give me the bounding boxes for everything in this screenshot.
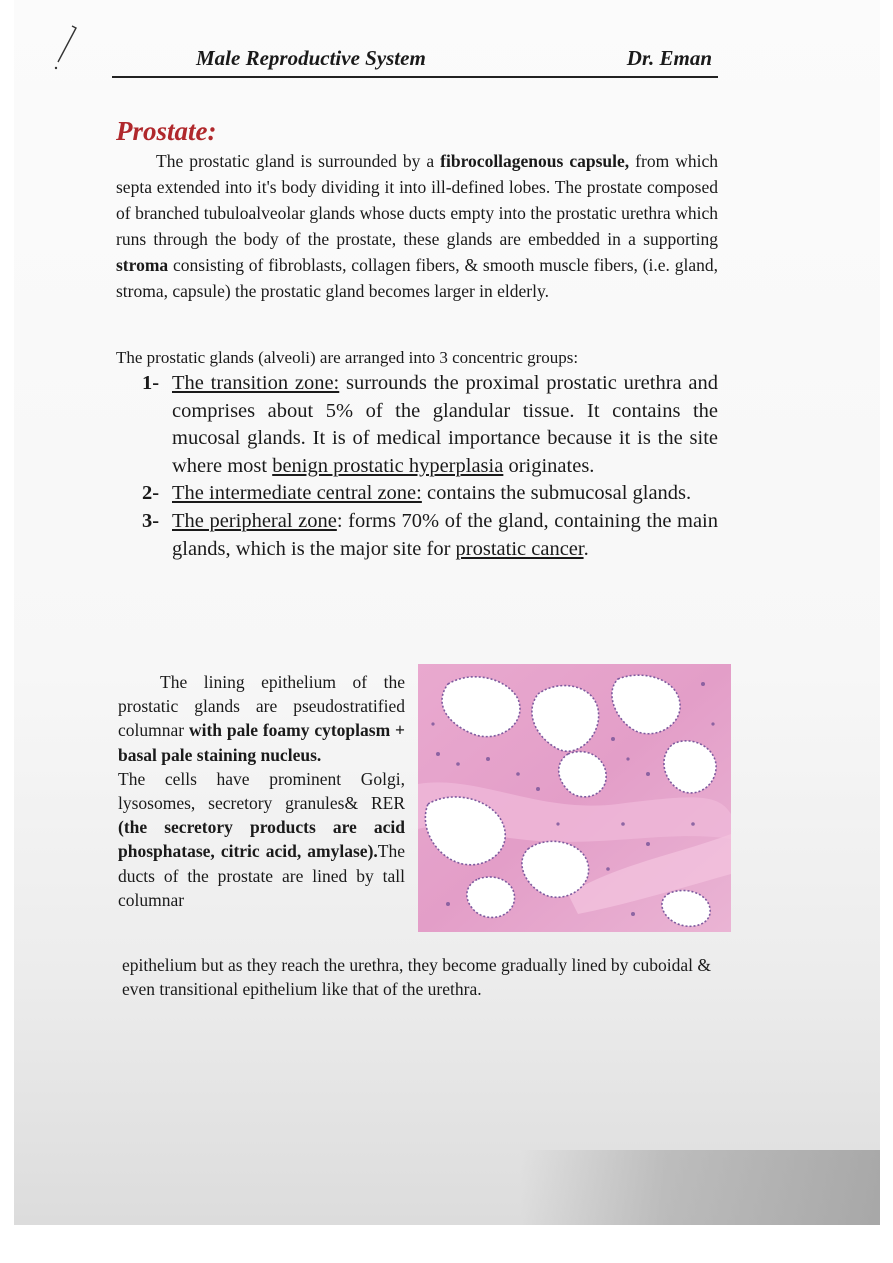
zone-number: 3- (142, 509, 160, 532)
scan-shadow (520, 1150, 880, 1225)
zone-item-transition (142, 370, 718, 480)
intro-text: The prostatic gland is surrounded by a (156, 151, 441, 171)
indent (118, 672, 160, 692)
intro-paragraph (116, 148, 718, 304)
groups-intro: The prostatic glands (alveoli) are arranged into 3 concentric groups: (116, 348, 579, 367)
section-title: Prostate: (116, 116, 217, 146)
lining-bold: (the secretory products are acid phosphatase, citric acid, amylase). (118, 817, 405, 862)
zone-highlight: benign prostatic hyperplasia (272, 454, 504, 477)
pen-mark (50, 22, 80, 72)
lining-text: The lining epithelium of the prostatic glands are pseudostratified columnar (118, 672, 405, 741)
zone-text: : forms 70% of the gland, containing the main glands, which is the major site for (172, 509, 718, 560)
zone-text: originates. (503, 454, 595, 477)
closing-paragraph: epithelium but as they reach the urethra, they become gradually lined by cuboidal & even transitional epithelium like that of the urethra. (122, 955, 711, 999)
zone-text: . (583, 537, 589, 560)
intro-bold-capsule: fibrocollagenous capsule, (440, 151, 630, 171)
header-title: Male Reproductive System (196, 46, 426, 70)
intro-text: from which septa extended into it's body dividing it into ill-defined lobes. The prostate composed of branched tubuloalveolar glands whose ducts empty into the prostatic urethra which runs through the body of the prostate, these glands are embedded in a supporting (116, 151, 718, 249)
zone-list (142, 370, 718, 563)
lining-text: The ducts of the prostate are lined by tall columnar (118, 841, 405, 910)
zone-name: The intermediate central zone: (172, 482, 422, 505)
zone-name: The transition zone: (172, 372, 340, 394)
zone-text: contains the submucosal glands. (421, 482, 692, 505)
intro-text: consisting of fibroblasts, collagen fibers, & smooth muscle fibers, (i.e. gland, stroma, capsule) the prostatic gland becomes larger in elderly. (116, 255, 718, 301)
zone-number: 2- (142, 482, 160, 505)
zone-highlight: prostatic cancer (455, 537, 584, 560)
lining-bold: with pale foamy cytoplasm + basal pale staining nucleus. (118, 720, 405, 765)
zone-number: 1- (142, 372, 160, 394)
lining-paragraph (118, 670, 405, 912)
zone-text: surrounds the proximal prostatic urethra and comprises about 5% of the glandular tissue. It contains the mucosal glands. It is of medical importance because it is the site where most (172, 372, 719, 477)
zone-name: The peripheral zone (172, 509, 337, 532)
header-author: Dr. Eman (626, 46, 712, 70)
lining-text: The cells have prominent Golgi, lysosomes, secretory granules& RER (118, 768, 405, 814)
zone-item-peripheral (142, 508, 718, 563)
page-header (112, 44, 718, 78)
prostate-micrograph (418, 664, 731, 932)
zone-item-central (142, 480, 718, 508)
intro-bold-stroma: stroma (116, 255, 169, 275)
